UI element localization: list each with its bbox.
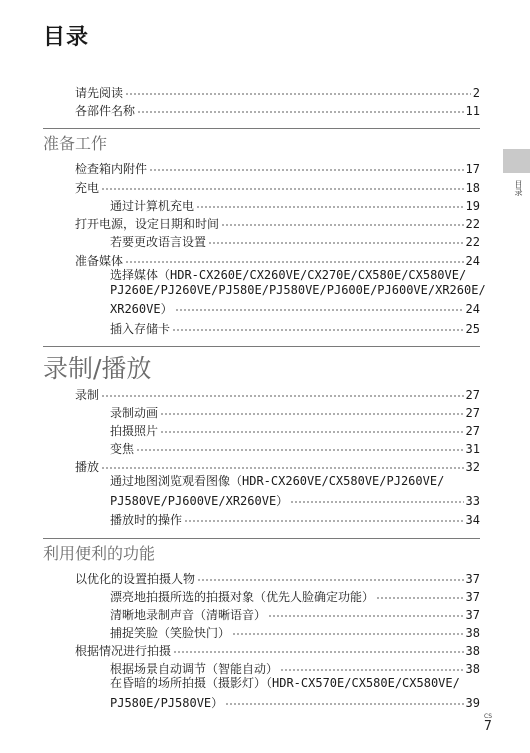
- toc-entry-wrap-line[interactable]: 通过地图浏览观看图像（HDR-CX260VE/CX580VE/PJ260VE/: [110, 474, 445, 488]
- toc-entry-label: 播放: [75, 460, 100, 474]
- toc-entry-label: 打开电源，设定日期和时间: [75, 217, 220, 231]
- section-rule: [43, 346, 480, 347]
- dot-leader: [290, 490, 463, 505]
- dot-leader: [136, 438, 464, 453]
- toc-entry-page: 24: [465, 302, 480, 316]
- toc-entry-label: 录制动画: [110, 406, 159, 420]
- dot-leader: [232, 622, 464, 637]
- section-title: 录制/播放: [43, 354, 152, 383]
- dot-leader: [184, 509, 464, 524]
- toc-entry-label: 通过计算机充电: [110, 199, 195, 213]
- toc-entry-page: 19: [465, 199, 480, 213]
- toc-entry-label: XR260VE）: [110, 302, 173, 316]
- toc-entry-page: 27: [465, 424, 480, 438]
- toc-entry[interactable]: [75, 568, 480, 586]
- toc-entry-page: 27: [465, 406, 480, 420]
- toc-entry[interactable]: [75, 640, 480, 658]
- dot-leader: [160, 402, 464, 417]
- toc-entry-page: 22: [465, 235, 480, 249]
- toc-entry[interactable]: [110, 604, 480, 622]
- toc-entry[interactable]: [110, 420, 480, 438]
- page-title: 目录: [43, 25, 90, 50]
- toc-entry[interactable]: [110, 438, 480, 456]
- toc-entry[interactable]: [110, 490, 480, 508]
- toc-entry-page: 24: [465, 254, 480, 268]
- toc-entry-label: 播放时的操作: [110, 513, 183, 527]
- toc-entry-page: 39: [465, 696, 480, 710]
- toc-entry-page: 11: [465, 104, 480, 118]
- toc-entry-label: 请先阅读: [75, 86, 124, 100]
- toc-entry-label: 根据情况进行拍摄: [75, 644, 172, 658]
- section-header: [43, 346, 480, 383]
- toc-entry-page: 2: [472, 86, 480, 100]
- dot-leader: [101, 384, 464, 399]
- toc-entry-label: 变焦: [110, 442, 135, 456]
- dot-leader: [376, 586, 464, 601]
- side-tab[interactable]: [503, 149, 530, 173]
- toc-entry-page: 33: [465, 494, 480, 508]
- toc-entry-page: 31: [465, 442, 480, 456]
- toc-entry[interactable]: [110, 231, 480, 249]
- toc-entry-label: PJ580VE/PJ600VE/XR260VE）: [110, 494, 289, 508]
- section-rule: [43, 128, 480, 129]
- toc-entry-page: 25: [465, 322, 480, 336]
- toc-entry[interactable]: [75, 177, 480, 195]
- footer-page-number: 7: [484, 719, 492, 734]
- section-header: [43, 538, 480, 562]
- toc-entry-page: 32: [465, 460, 480, 474]
- toc-entry[interactable]: [110, 509, 480, 527]
- toc-entry-label: 录制: [75, 388, 100, 402]
- toc-entry[interactable]: [110, 298, 480, 316]
- dot-leader: [101, 456, 464, 471]
- toc-entry-page: 27: [465, 388, 480, 402]
- toc-entry-page: 17: [465, 162, 480, 176]
- toc-entry[interactable]: [110, 622, 480, 640]
- toc-entry-wrap-line[interactable]: PJ260E/PJ260VE/PJ580E/PJ580VE/PJ600E/PJ600VE/XR260E/: [110, 283, 486, 297]
- toc-entry-label: 根据场景自动调节（智能自动）: [110, 662, 279, 676]
- toc-entry[interactable]: [110, 318, 480, 336]
- toc-entry-wrap-line[interactable]: 在昏暗的场所拍摄（摄影灯）（HDR-CX570E/CX580E/CX580VE/: [110, 676, 460, 690]
- dot-leader: [149, 158, 464, 173]
- toc-entry-page: 38: [465, 626, 480, 640]
- toc-entry[interactable]: [110, 658, 480, 676]
- toc-entry[interactable]: [75, 100, 480, 118]
- dot-leader: [197, 568, 464, 583]
- toc-entry-page: 38: [465, 662, 480, 676]
- dot-leader: [196, 195, 464, 210]
- toc-entry-label: 插入存储卡: [110, 322, 171, 336]
- toc-entry[interactable]: [75, 82, 480, 100]
- toc-entry[interactable]: [75, 384, 480, 402]
- toc-entry[interactable]: [110, 692, 480, 710]
- toc-entry-label: 准备媒体: [75, 254, 124, 268]
- dot-leader: [280, 658, 464, 673]
- section-header: [43, 128, 480, 152]
- section-title: 准备工作: [43, 134, 108, 153]
- toc-entry-label: 各部件名称: [75, 104, 136, 118]
- dot-leader: [125, 82, 471, 97]
- toc-entry-label: 清晰地录制声音（清晰语音）: [110, 608, 267, 622]
- toc-entry-label: PJ580E/PJ580VE）: [110, 696, 224, 710]
- toc-entry-page: 18: [465, 181, 480, 195]
- dot-leader: [175, 298, 464, 313]
- footer-lang-code: CS: [484, 713, 492, 720]
- toc-entry[interactable]: [75, 250, 480, 268]
- toc-entry-page: 38: [465, 644, 480, 658]
- dot-leader: [101, 177, 464, 192]
- dot-leader: [208, 231, 464, 246]
- toc-entry-page: 37: [465, 590, 480, 604]
- toc-entry-label: 漂亮地拍摄所选的拍摄对象（优先人脸确定功能）: [110, 590, 375, 604]
- toc-entry-label: 检查箱内附件: [75, 162, 148, 176]
- toc-entry-wrap-line[interactable]: 选择媒体（HDR-CX260E/CX260VE/CX270E/CX580E/CX580VE/: [110, 268, 467, 282]
- toc-entry-label: 若要更改语言设置: [110, 235, 207, 249]
- toc-entry-label: 拍摄照片: [110, 424, 159, 438]
- toc-entry[interactable]: [110, 402, 480, 420]
- toc-entry-page: 37: [465, 608, 480, 622]
- toc-entry-label: 捕捉笑脸（笑脸快门）: [110, 626, 231, 640]
- dot-leader: [172, 318, 464, 333]
- dot-leader: [160, 420, 464, 435]
- toc-entry-page: 34: [465, 513, 480, 527]
- toc-entry-label: 以优化的设置拍摄人物: [75, 572, 196, 586]
- dot-leader: [225, 692, 463, 707]
- toc-entry[interactable]: [110, 195, 480, 213]
- toc-entry[interactable]: [110, 586, 480, 604]
- toc-entry-page: 22: [465, 217, 480, 231]
- toc-entry[interactable]: [75, 213, 480, 231]
- dot-leader: [125, 250, 464, 265]
- toc-entry[interactable]: [75, 158, 480, 176]
- toc-entry-page: 37: [465, 572, 480, 586]
- dot-leader: [173, 640, 464, 655]
- toc-entry-label: 充电: [75, 181, 100, 195]
- toc-entry[interactable]: [75, 456, 480, 474]
- section-title: 利用便利的功能: [43, 544, 156, 563]
- dot-leader: [268, 604, 464, 619]
- dot-leader: [221, 213, 464, 228]
- dot-leader: [137, 100, 464, 115]
- side-tab-label: 目录: [514, 180, 523, 196]
- section-rule: [43, 538, 480, 539]
